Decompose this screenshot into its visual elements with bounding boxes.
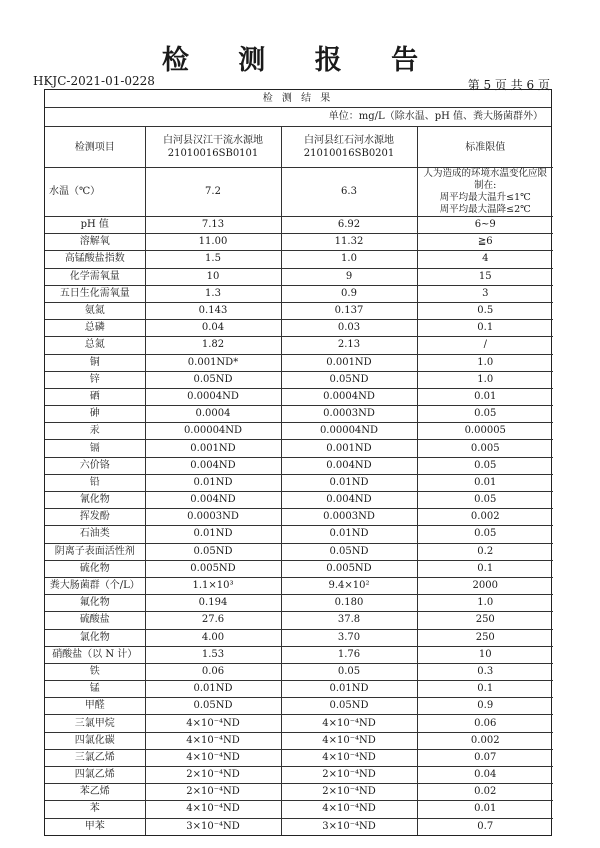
standard-value: 0.005 bbox=[417, 440, 553, 457]
table-row bbox=[45, 543, 553, 560]
standard-value: 0.7 bbox=[417, 818, 553, 835]
site2-value: 4×10⁻⁴ND bbox=[281, 801, 417, 818]
table-row bbox=[45, 526, 553, 543]
table-row bbox=[45, 457, 553, 474]
item-cell: 溶解氧 bbox=[45, 234, 145, 251]
standard-value: 0.01 bbox=[417, 474, 553, 491]
table-row bbox=[45, 320, 553, 337]
site1-value: 0.0004ND bbox=[145, 388, 281, 405]
site1-value: 0.01ND bbox=[145, 526, 281, 543]
site2-value: 0.05 bbox=[281, 663, 417, 680]
standard-value: 0.00005 bbox=[417, 423, 553, 440]
site1-value: 0.01ND bbox=[145, 681, 281, 698]
table-row bbox=[45, 509, 553, 526]
site2-value: 0.05ND bbox=[281, 543, 417, 560]
site1-value: 4.00 bbox=[145, 629, 281, 646]
table-row bbox=[45, 663, 553, 680]
site1-value: 0.004ND bbox=[145, 492, 281, 509]
item-cell: 铅 bbox=[45, 474, 145, 491]
site1-value: 27.6 bbox=[145, 612, 281, 629]
header-site1-name: 白河县汉江干流水源地 bbox=[163, 135, 263, 146]
report-title: 检 测 报 告 bbox=[161, 45, 439, 76]
site2-value: 0.01ND bbox=[281, 474, 417, 491]
header-site2-code: 21010016SB0201 bbox=[303, 148, 395, 159]
site1-value: 0.005ND bbox=[145, 560, 281, 577]
site2-value: 0.0003ND bbox=[281, 406, 417, 423]
table-row bbox=[45, 251, 553, 268]
item-cell: 硝酸盐（以 N 计） bbox=[45, 646, 145, 663]
standard-value: 0.002 bbox=[417, 509, 553, 526]
item-cell: 六价铬 bbox=[45, 457, 145, 474]
report-code: HKJC-2021-01-0228 bbox=[33, 74, 155, 88]
table-row bbox=[45, 217, 553, 234]
site2-value: 4×10⁻⁴ND bbox=[281, 732, 417, 749]
site1-value: 0.143 bbox=[145, 302, 281, 319]
table-row bbox=[45, 406, 553, 423]
standard-value: 1.0 bbox=[417, 371, 553, 388]
table-row bbox=[45, 715, 553, 732]
header-item: 检测项目 bbox=[45, 127, 145, 168]
item-cell: 硫化物 bbox=[45, 560, 145, 577]
item-cell: 氯化物 bbox=[45, 629, 145, 646]
table-row bbox=[45, 646, 553, 663]
table-row bbox=[45, 234, 553, 251]
item-cell: 氨氮 bbox=[45, 302, 145, 319]
site2-value: 4×10⁻⁴ND bbox=[281, 715, 417, 732]
item-cell: 铜 bbox=[45, 354, 145, 371]
standard-value: 0.06 bbox=[417, 715, 553, 732]
site2-value: 6.92 bbox=[281, 217, 417, 234]
site1-value: 4×10⁻⁴ND bbox=[145, 749, 281, 766]
standard-value: 0.05 bbox=[417, 406, 553, 423]
standard-value: 3 bbox=[417, 285, 553, 302]
site1-value: 0.0004 bbox=[145, 406, 281, 423]
item-cell: 锌 bbox=[45, 371, 145, 388]
item-cell: 甲苯 bbox=[45, 818, 145, 835]
site2-value: 0.9 bbox=[281, 285, 417, 302]
table-row bbox=[45, 560, 553, 577]
standard-value: 10 bbox=[417, 646, 553, 663]
standard-value: ≧6 bbox=[417, 234, 553, 251]
site2-value: 9.4×10² bbox=[281, 577, 417, 594]
standard-value: 0.002 bbox=[417, 732, 553, 749]
site2-value: 0.004ND bbox=[281, 457, 417, 474]
table-row bbox=[45, 818, 553, 835]
table-row bbox=[45, 268, 553, 285]
site1-value: 0.0003ND bbox=[145, 509, 281, 526]
header-site1 bbox=[145, 127, 281, 168]
unit-note: 单位：mg/L（除水温、pH 值、粪大肠菌群外） bbox=[45, 108, 551, 127]
table-row bbox=[45, 732, 553, 749]
item-cell: 铁 bbox=[45, 663, 145, 680]
item-cell: 五日生化需氧量 bbox=[45, 285, 145, 302]
standard-value: 0.1 bbox=[417, 681, 553, 698]
site1-value: 7.13 bbox=[145, 217, 281, 234]
item-cell: 四氯化碳 bbox=[45, 732, 145, 749]
item-cell: 砷 bbox=[45, 406, 145, 423]
header-site1-code: 21010016SB0101 bbox=[167, 148, 259, 159]
table-row bbox=[45, 801, 553, 818]
header-standard: 标准限值 bbox=[417, 127, 553, 168]
standard-value: 250 bbox=[417, 629, 553, 646]
standard-value: 0.01 bbox=[417, 388, 553, 405]
item-cell: 化学需氧量 bbox=[45, 268, 145, 285]
item-cell: 苯乙烯 bbox=[45, 784, 145, 801]
table-row bbox=[45, 474, 553, 491]
item-cell: 甲醛 bbox=[45, 698, 145, 715]
site2-value: 11.32 bbox=[281, 234, 417, 251]
standard-value: 4 bbox=[417, 251, 553, 268]
table-row bbox=[45, 629, 553, 646]
results-table bbox=[45, 127, 553, 835]
table-row bbox=[45, 492, 553, 509]
site2-value: 0.005ND bbox=[281, 560, 417, 577]
standard-value: 0.2 bbox=[417, 543, 553, 560]
site1-value: 4×10⁻⁴ND bbox=[145, 732, 281, 749]
site2-value: 9 bbox=[281, 268, 417, 285]
table-row bbox=[45, 698, 553, 715]
table-row bbox=[45, 784, 553, 801]
site2-value: 0.137 bbox=[281, 302, 417, 319]
site1-value: 0.05ND bbox=[145, 371, 281, 388]
standard-value: 1.0 bbox=[417, 354, 553, 371]
water-temp-standard bbox=[417, 168, 553, 217]
site2-value: 2×10⁻⁴ND bbox=[281, 767, 417, 784]
standard-value: 0.01 bbox=[417, 801, 553, 818]
item-cell: 三氯乙烯 bbox=[45, 749, 145, 766]
standard-value: 0.02 bbox=[417, 784, 553, 801]
item-cell: 氰化物 bbox=[45, 492, 145, 509]
item-cell: 三氯甲烷 bbox=[45, 715, 145, 732]
site2-value: 0.180 bbox=[281, 595, 417, 612]
water-temp-std-line3: 周平均最大温降≤2℃ bbox=[439, 204, 531, 215]
standard-value: 0.1 bbox=[417, 560, 553, 577]
item-cell: 镉 bbox=[45, 440, 145, 457]
results-sheet bbox=[44, 89, 552, 836]
site1-value: 1.1×10³ bbox=[145, 577, 281, 594]
site1-value: 0.01ND bbox=[145, 474, 281, 491]
standard-value: 0.1 bbox=[417, 320, 553, 337]
standard-value: 15 bbox=[417, 268, 553, 285]
site2-value: 0.03 bbox=[281, 320, 417, 337]
table-row bbox=[45, 285, 553, 302]
site2-value: 0.001ND bbox=[281, 354, 417, 371]
table-row bbox=[45, 337, 553, 354]
site1-value: 2×10⁻⁴ND bbox=[145, 784, 281, 801]
site2-value: 0.05ND bbox=[281, 698, 417, 715]
site1-value: 0.001ND bbox=[145, 440, 281, 457]
table-row bbox=[45, 681, 553, 698]
header-site2-name: 白河县红石河水源地 bbox=[304, 135, 394, 146]
item-cell: 硫酸盐 bbox=[45, 612, 145, 629]
site1-value: 4×10⁻⁴ND bbox=[145, 715, 281, 732]
site2-value: 0.05ND bbox=[281, 371, 417, 388]
item-cell: 氟化物 bbox=[45, 595, 145, 612]
item-cell: 汞 bbox=[45, 423, 145, 440]
water-temp-std-line1: 人为造成的环境水温变化应限制在: bbox=[423, 168, 547, 191]
site1-value: 0.00004ND bbox=[145, 423, 281, 440]
table-row bbox=[45, 577, 553, 594]
site1-value: 0.004ND bbox=[145, 457, 281, 474]
standard-value: 0.9 bbox=[417, 698, 553, 715]
standard-value: 0.07 bbox=[417, 749, 553, 766]
water-temp-site1: 7.2 bbox=[145, 168, 281, 217]
water-temp-std-line2: 周平均最大温升≤1℃ bbox=[439, 192, 531, 203]
site1-value: 0.05ND bbox=[145, 698, 281, 715]
site2-value: 4×10⁻⁴ND bbox=[281, 749, 417, 766]
site2-value: 3×10⁻⁴ND bbox=[281, 818, 417, 835]
site2-value: 2.13 bbox=[281, 337, 417, 354]
site1-value: 1.5 bbox=[145, 251, 281, 268]
table-row bbox=[45, 302, 553, 319]
standard-value: / bbox=[417, 337, 553, 354]
site1-value: 4×10⁻⁴ND bbox=[145, 801, 281, 818]
table-row bbox=[45, 595, 553, 612]
site2-value: 0.0003ND bbox=[281, 509, 417, 526]
site2-value: 0.00004ND bbox=[281, 423, 417, 440]
site1-value: 2×10⁻⁴ND bbox=[145, 767, 281, 784]
header-row bbox=[45, 127, 553, 168]
site1-value: 1.82 bbox=[145, 337, 281, 354]
table-caption: 检 测 结 果 bbox=[45, 90, 551, 108]
item-cell: 总磷 bbox=[45, 320, 145, 337]
standard-value: 0.05 bbox=[417, 526, 553, 543]
site1-value: 0.06 bbox=[145, 663, 281, 680]
site1-value: 0.001ND* bbox=[145, 354, 281, 371]
site1-value: 10 bbox=[145, 268, 281, 285]
standard-value: 0.04 bbox=[417, 767, 553, 784]
item-cell: 高锰酸盐指数 bbox=[45, 251, 145, 268]
site2-value: 2×10⁻⁴ND bbox=[281, 784, 417, 801]
site2-value: 0.004ND bbox=[281, 492, 417, 509]
page-info: 第 5 页 共 6 页 bbox=[467, 78, 550, 92]
table-row bbox=[45, 767, 553, 784]
standard-value: 0.05 bbox=[417, 457, 553, 474]
site2-value: 1.0 bbox=[281, 251, 417, 268]
site2-value: 3.70 bbox=[281, 629, 417, 646]
site1-value: 1.3 bbox=[145, 285, 281, 302]
site1-value: 0.05ND bbox=[145, 543, 281, 560]
table-row bbox=[45, 354, 553, 371]
water-temp-row bbox=[45, 168, 553, 217]
site2-value: 0.01ND bbox=[281, 681, 417, 698]
site2-value: 1.76 bbox=[281, 646, 417, 663]
site2-value: 37.8 bbox=[281, 612, 417, 629]
site1-value: 0.194 bbox=[145, 595, 281, 612]
result-rows bbox=[45, 217, 553, 835]
item-cell: 锰 bbox=[45, 681, 145, 698]
item-cell: 石油类 bbox=[45, 526, 145, 543]
water-temp-item: 水温（℃） bbox=[45, 168, 145, 217]
site2-value: 0.001ND bbox=[281, 440, 417, 457]
table-row bbox=[45, 371, 553, 388]
item-cell: 四氯乙烯 bbox=[45, 767, 145, 784]
standard-value: 2000 bbox=[417, 577, 553, 594]
table-row bbox=[45, 612, 553, 629]
table-row bbox=[45, 749, 553, 766]
item-cell: 总氮 bbox=[45, 337, 145, 354]
site1-value: 1.53 bbox=[145, 646, 281, 663]
item-cell: 阴离子表面活性剂 bbox=[45, 543, 145, 560]
item-cell: 挥发酚 bbox=[45, 509, 145, 526]
standard-value: 0.05 bbox=[417, 492, 553, 509]
site1-value: 3×10⁻⁴ND bbox=[145, 818, 281, 835]
item-cell: 硒 bbox=[45, 388, 145, 405]
site1-value: 11.00 bbox=[145, 234, 281, 251]
site2-value: 0.0004ND bbox=[281, 388, 417, 405]
standard-value: 6~9 bbox=[417, 217, 553, 234]
table-row bbox=[45, 423, 553, 440]
site2-value: 0.01ND bbox=[281, 526, 417, 543]
standard-value: 0.3 bbox=[417, 663, 553, 680]
item-cell: pH 值 bbox=[45, 217, 145, 234]
standard-value: 250 bbox=[417, 612, 553, 629]
table-row bbox=[45, 388, 553, 405]
table-row bbox=[45, 440, 553, 457]
water-temp-site2: 6.3 bbox=[281, 168, 417, 217]
site1-value: 0.04 bbox=[145, 320, 281, 337]
item-cell: 苯 bbox=[45, 801, 145, 818]
item-cell: 粪大肠菌群（个/L） bbox=[45, 577, 145, 594]
standard-value: 0.5 bbox=[417, 302, 553, 319]
standard-value: 1.0 bbox=[417, 595, 553, 612]
header-site2 bbox=[281, 127, 417, 168]
